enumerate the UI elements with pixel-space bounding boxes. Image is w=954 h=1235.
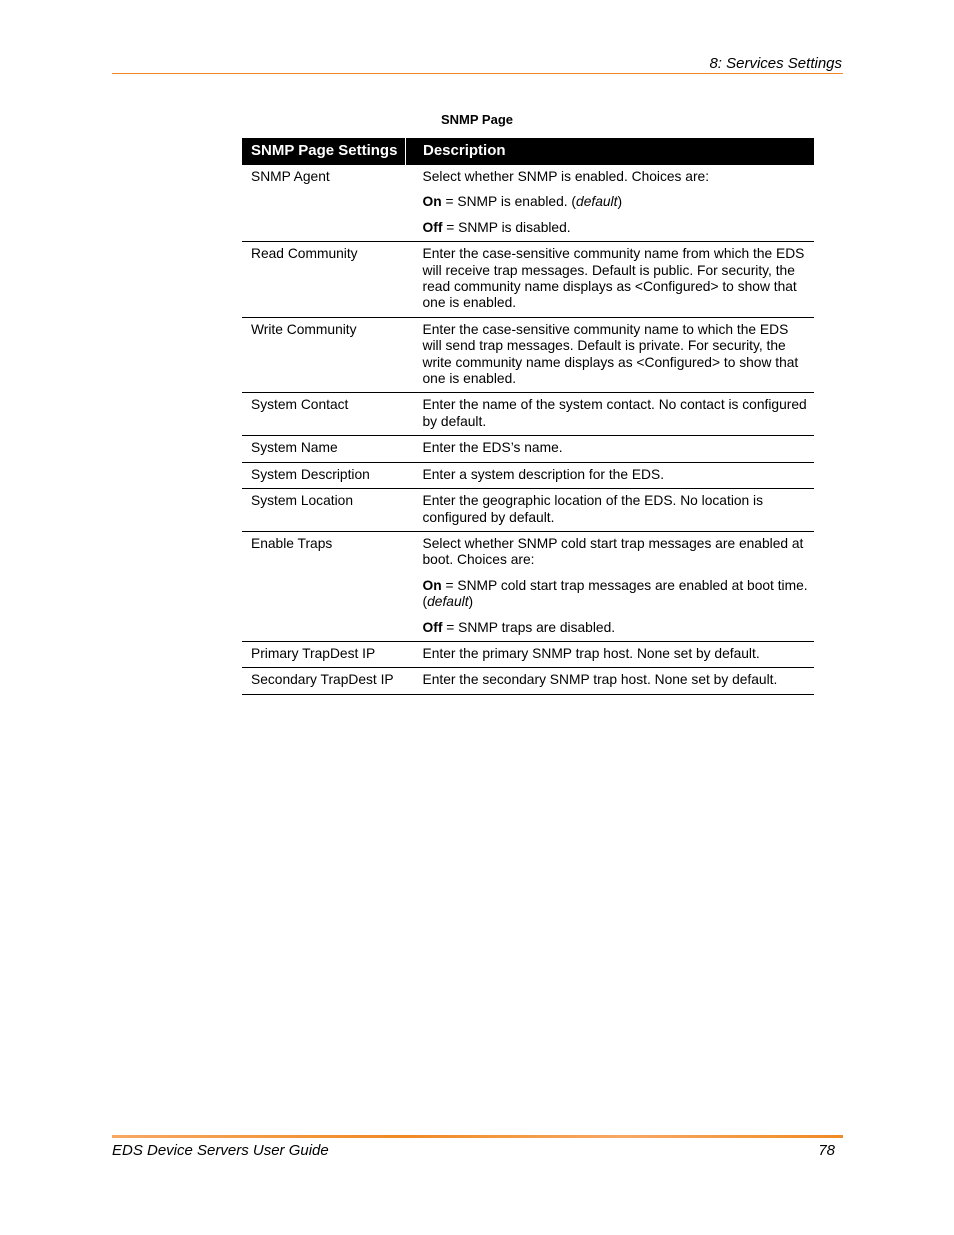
choice-keyword: On <box>422 577 442 593</box>
setting-description <box>406 668 815 694</box>
description-text: = SNMP is disabled. <box>442 219 571 235</box>
setting-name: System Contact <box>242 393 406 436</box>
description-paragraph <box>423 467 809 483</box>
setting-description <box>406 393 815 436</box>
setting-name: Secondary TrapDest IP <box>242 668 406 694</box>
setting-description <box>406 462 815 488</box>
document-title: EDS Device Servers User Guide <box>112 1142 329 1159</box>
setting-description <box>406 531 815 641</box>
setting-description <box>406 436 815 462</box>
snmp-settings-table <box>242 138 814 695</box>
setting-name: Primary TrapDest IP <box>242 641 406 667</box>
header-divider <box>112 73 843 74</box>
description-text-tail: ) <box>468 594 474 610</box>
setting-name: System Name <box>242 436 406 462</box>
description-text: Select whether SNMP is enabled. Choices are: <box>422 169 710 184</box>
default-marker: default <box>576 194 618 210</box>
setting-name: SNMP Agent <box>242 165 406 242</box>
description-paragraph <box>423 194 809 210</box>
description-paragraph <box>423 493 809 526</box>
description-text-tail: ) <box>617 194 623 210</box>
setting-description <box>406 165 815 242</box>
description-text: = SNMP traps are disabled. <box>442 619 616 635</box>
table-row <box>242 165 814 242</box>
table-row <box>242 531 814 641</box>
description-text: Enter the name of the system contact. No contact is configured by default. <box>422 397 807 429</box>
description-text: Enter the case-sensitive community name from which the EDS will receive trap messages. Default is public. For security, the read community name displays as <Configured> to show that one is enabled. <box>422 246 805 311</box>
description-text: Enter the secondary SNMP trap host. None set by default. <box>422 672 778 688</box>
choice-keyword: Off <box>422 219 443 235</box>
default-marker: default <box>427 594 469 610</box>
setting-name: System Description <box>242 462 406 488</box>
description-text: Enter the geographic location of the EDS. No location is configured by default. <box>422 493 764 525</box>
description-text: Select whether SNMP cold start trap messages are enabled at boot. Choices are: <box>422 535 804 568</box>
table-row <box>242 462 814 488</box>
description-paragraph <box>423 440 809 456</box>
description-paragraph <box>423 397 809 430</box>
table-row <box>242 489 814 532</box>
description-text: = SNMP cold start trap messages are enabled at boot time. ( <box>422 577 808 610</box>
setting-name: Write Community <box>242 317 406 393</box>
column-header-settings: SNMP Page Settings <box>242 138 406 165</box>
table-row <box>242 242 814 318</box>
description-paragraph <box>423 578 809 611</box>
setting-name: Enable Traps <box>242 531 406 641</box>
setting-description <box>406 641 815 667</box>
description-text: Enter the primary SNMP trap host. None set by default. <box>422 645 760 661</box>
description-paragraph <box>423 322 809 388</box>
table-caption: SNMP Page <box>440 112 513 127</box>
description-paragraph <box>423 646 809 662</box>
choice-keyword: Off <box>422 619 443 635</box>
setting-description <box>406 242 815 318</box>
table-row <box>242 393 814 436</box>
setting-name: Read Community <box>242 242 406 318</box>
setting-description <box>406 317 815 393</box>
footer-divider <box>112 1135 843 1138</box>
setting-description <box>406 489 815 532</box>
description-paragraph <box>423 672 809 688</box>
description-text: = SNMP is enabled. ( <box>441 194 577 210</box>
page-number: 78 <box>818 1142 835 1159</box>
table-row <box>242 436 814 462</box>
table-header-row <box>242 138 814 165</box>
table-body <box>242 165 814 694</box>
description-text: Enter the case-sensitive community name to which the EDS will send trap messages. Default is private. For security, the write community name displays as <Configured> to show that one is enabled. <box>422 321 799 387</box>
description-paragraph <box>423 246 809 312</box>
section-header: 8: Services Settings <box>709 55 842 72</box>
table-row <box>242 317 814 393</box>
description-paragraph <box>423 536 809 569</box>
column-header-description: Description <box>406 138 815 165</box>
description-paragraph <box>423 220 809 236</box>
description-text: Enter a system description for the EDS. <box>422 466 665 482</box>
table-row <box>242 641 814 667</box>
description-paragraph <box>423 169 809 185</box>
setting-name: System Location <box>242 489 406 532</box>
table-row <box>242 668 814 694</box>
description-text: Enter the EDS’s name. <box>422 440 563 456</box>
description-paragraph <box>423 620 809 636</box>
choice-keyword: On <box>422 194 442 210</box>
